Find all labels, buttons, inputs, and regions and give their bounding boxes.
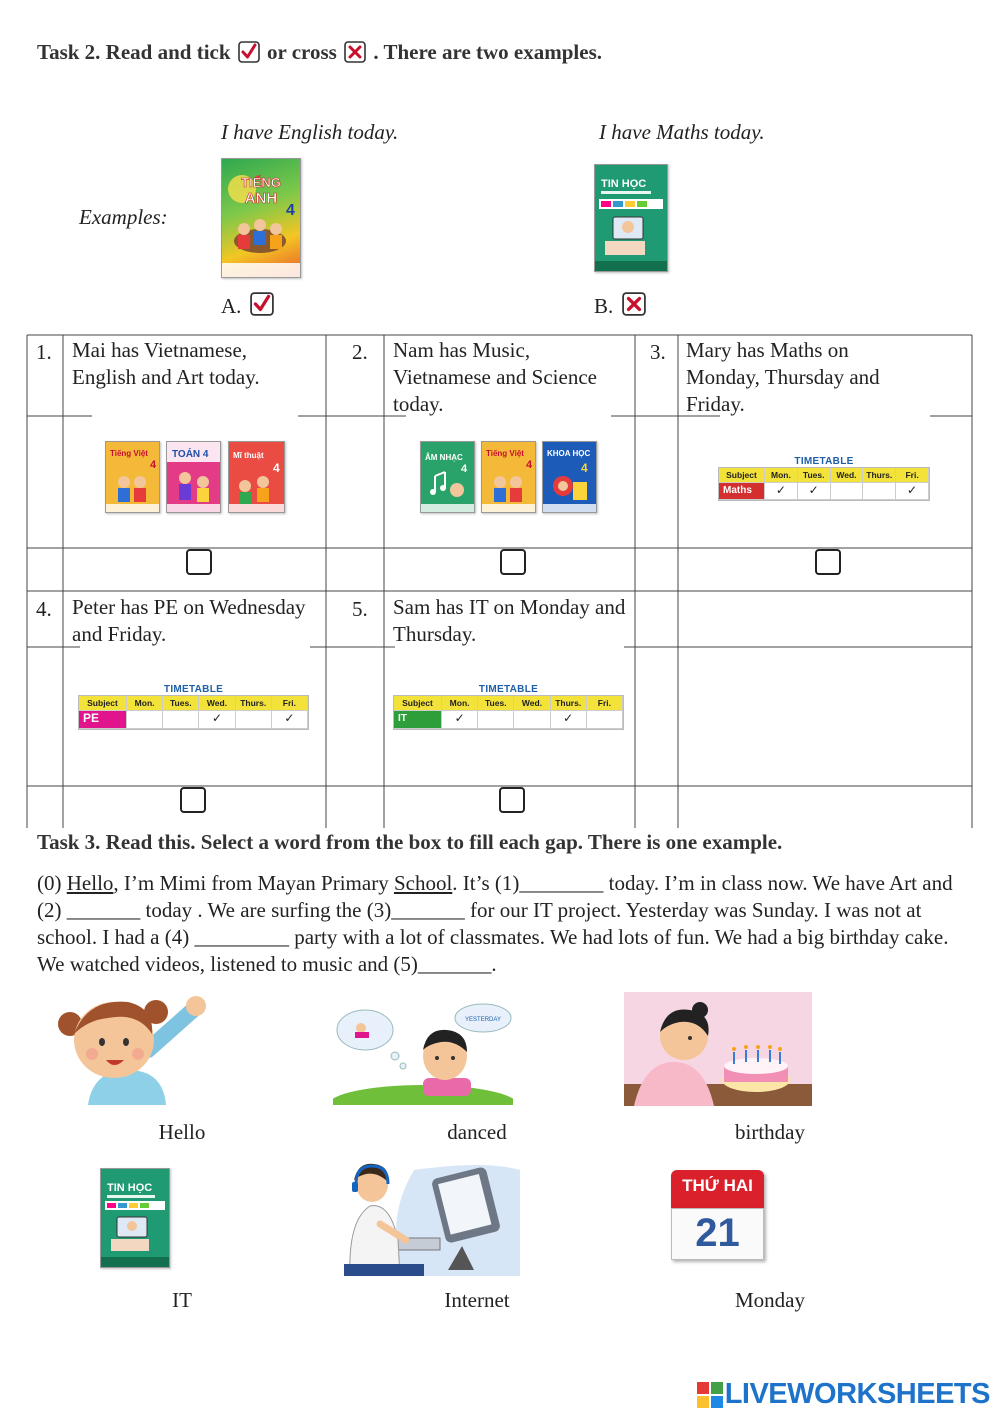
item-1-number: 1. (36, 340, 52, 364)
svg-text:Tiếng Việt: Tiếng Việt (486, 449, 524, 458)
answer-box-4[interactable] (180, 787, 206, 813)
calendar-day: THỨ HAI (682, 1176, 753, 1195)
item-4-number: 4. (36, 597, 52, 621)
answer-box-1[interactable] (186, 549, 212, 575)
item-3-text: Mary has Maths on Monday, Thursday and Friday. (686, 338, 880, 416)
vietnamese-book-2-image (481, 441, 536, 513)
timetable-item-5: TIMETABLE Subject Mon. Tues. Wed. Thurs. Fri. IT ✓ ✓ (393, 684, 624, 730)
word-birthday: birthday (735, 1120, 805, 1144)
book-title: Tiếng Việt (110, 449, 148, 458)
word-internet: Internet (444, 1288, 510, 1312)
svg-text:YESTERDAY: YESTERDAY (465, 1017, 501, 1023)
svg-text:4: 4 (286, 202, 295, 219)
svg-text:4: 4 (461, 463, 468, 475)
maths-book-image (166, 441, 221, 513)
item-2-number: 2. (352, 340, 368, 364)
task3-title: Task 3. Read this. Select a word from the box to fill each gap. There is one example. (37, 830, 783, 854)
item-5-number: 5. (352, 597, 368, 621)
word-school: School (393, 871, 453, 895)
example-a-sentence: I have English today. (221, 120, 399, 144)
word-monday: Monday (735, 1288, 805, 1312)
item-2-text: Nam has Music, Vietnamese and Science today. (393, 338, 597, 416)
science-book-image (542, 441, 597, 513)
word-danced: danced (447, 1120, 507, 1144)
answer-box-3[interactable] (815, 549, 841, 575)
svg-text:ÂM NHẠC: ÂM NHẠC (425, 453, 463, 462)
timetable-item-4: TIMETABLE Subject Mon. Tues. Wed. Thurs. Fri. PE ✓ ✓ (78, 684, 309, 730)
liveworksheets-logo: LIVEWORKSHEETS (697, 1378, 990, 1411)
example-a-label: A. (221, 294, 242, 318)
examples-label: Examples: (79, 205, 168, 229)
svg-text:4: 4 (273, 461, 280, 475)
item-3-number: 3. (650, 340, 666, 364)
boy-thinking-image (333, 1000, 513, 1105)
svg-text:TIẾNG: TIẾNG (241, 175, 281, 190)
task3-passage: (0) Hello, I’m Mimi from Mayan Primary School. It’s (1)________ today. I’m in class now. We have Art and (2) _______ today . We are surfing the (3)_______ for our IT project. Yesterday was Sunday. I was not at school. I had a (4) _________ party with a lot of classmates. We had lots of fun. We had a big birthday cake. We watched videos, listened to music and (5)_______. (37, 871, 953, 976)
answer-box-2[interactable] (500, 549, 526, 575)
svg-text:ANH: ANH (244, 190, 278, 207)
item-5-text: Sam has IT on Monday and Thursday. (393, 595, 626, 646)
boy-computer-image (344, 1160, 520, 1276)
art-book-image (228, 441, 285, 513)
girl-waving-image (48, 990, 213, 1105)
svg-text:Mĩ thuật: Mĩ thuật (233, 451, 264, 460)
calendar-icon (671, 1170, 764, 1262)
svg-text:TOÁN 4: TOÁN 4 (172, 449, 209, 460)
task2-title: Task 2. Read and tick or cross . There are two examples. (37, 40, 602, 64)
answer-box-5[interactable] (499, 787, 525, 813)
example-word-hello: Hello (66, 871, 114, 895)
timetable-item-3: TIMETABLE Subject Mon. Tues. Wed. Thurs. Fri. Maths ✓ ✓ ✓ (718, 456, 930, 501)
music-book-image (420, 441, 475, 513)
svg-text:KHOA HỌC: KHOA HỌC (547, 449, 591, 458)
svg-text:4: 4 (526, 459, 533, 471)
calendar-date: 21 (695, 1211, 740, 1255)
svg-text:TIN HỌC: TIN HỌC (107, 1182, 153, 1194)
liveworksheets-logo-icon (697, 1382, 723, 1408)
word-it: IT (172, 1288, 192, 1312)
example-b-label: B. (594, 294, 614, 318)
item-4-text: Peter has PE on Wednesday and Friday. (72, 595, 306, 646)
item-1-text: Mai has Vietnamese, English and Art today. (72, 338, 260, 389)
svg-text:TIN HỌC: TIN HỌC (601, 178, 647, 190)
vietnamese-book-image (105, 441, 160, 513)
example-b-sentence: I have Maths today. (599, 120, 765, 144)
birthday-cake-image (624, 992, 812, 1106)
word-hello: Hello (158, 1120, 206, 1144)
it-book-small-image (100, 1168, 170, 1268)
svg-text:4: 4 (150, 459, 157, 471)
svg-text:4: 4 (581, 461, 588, 475)
